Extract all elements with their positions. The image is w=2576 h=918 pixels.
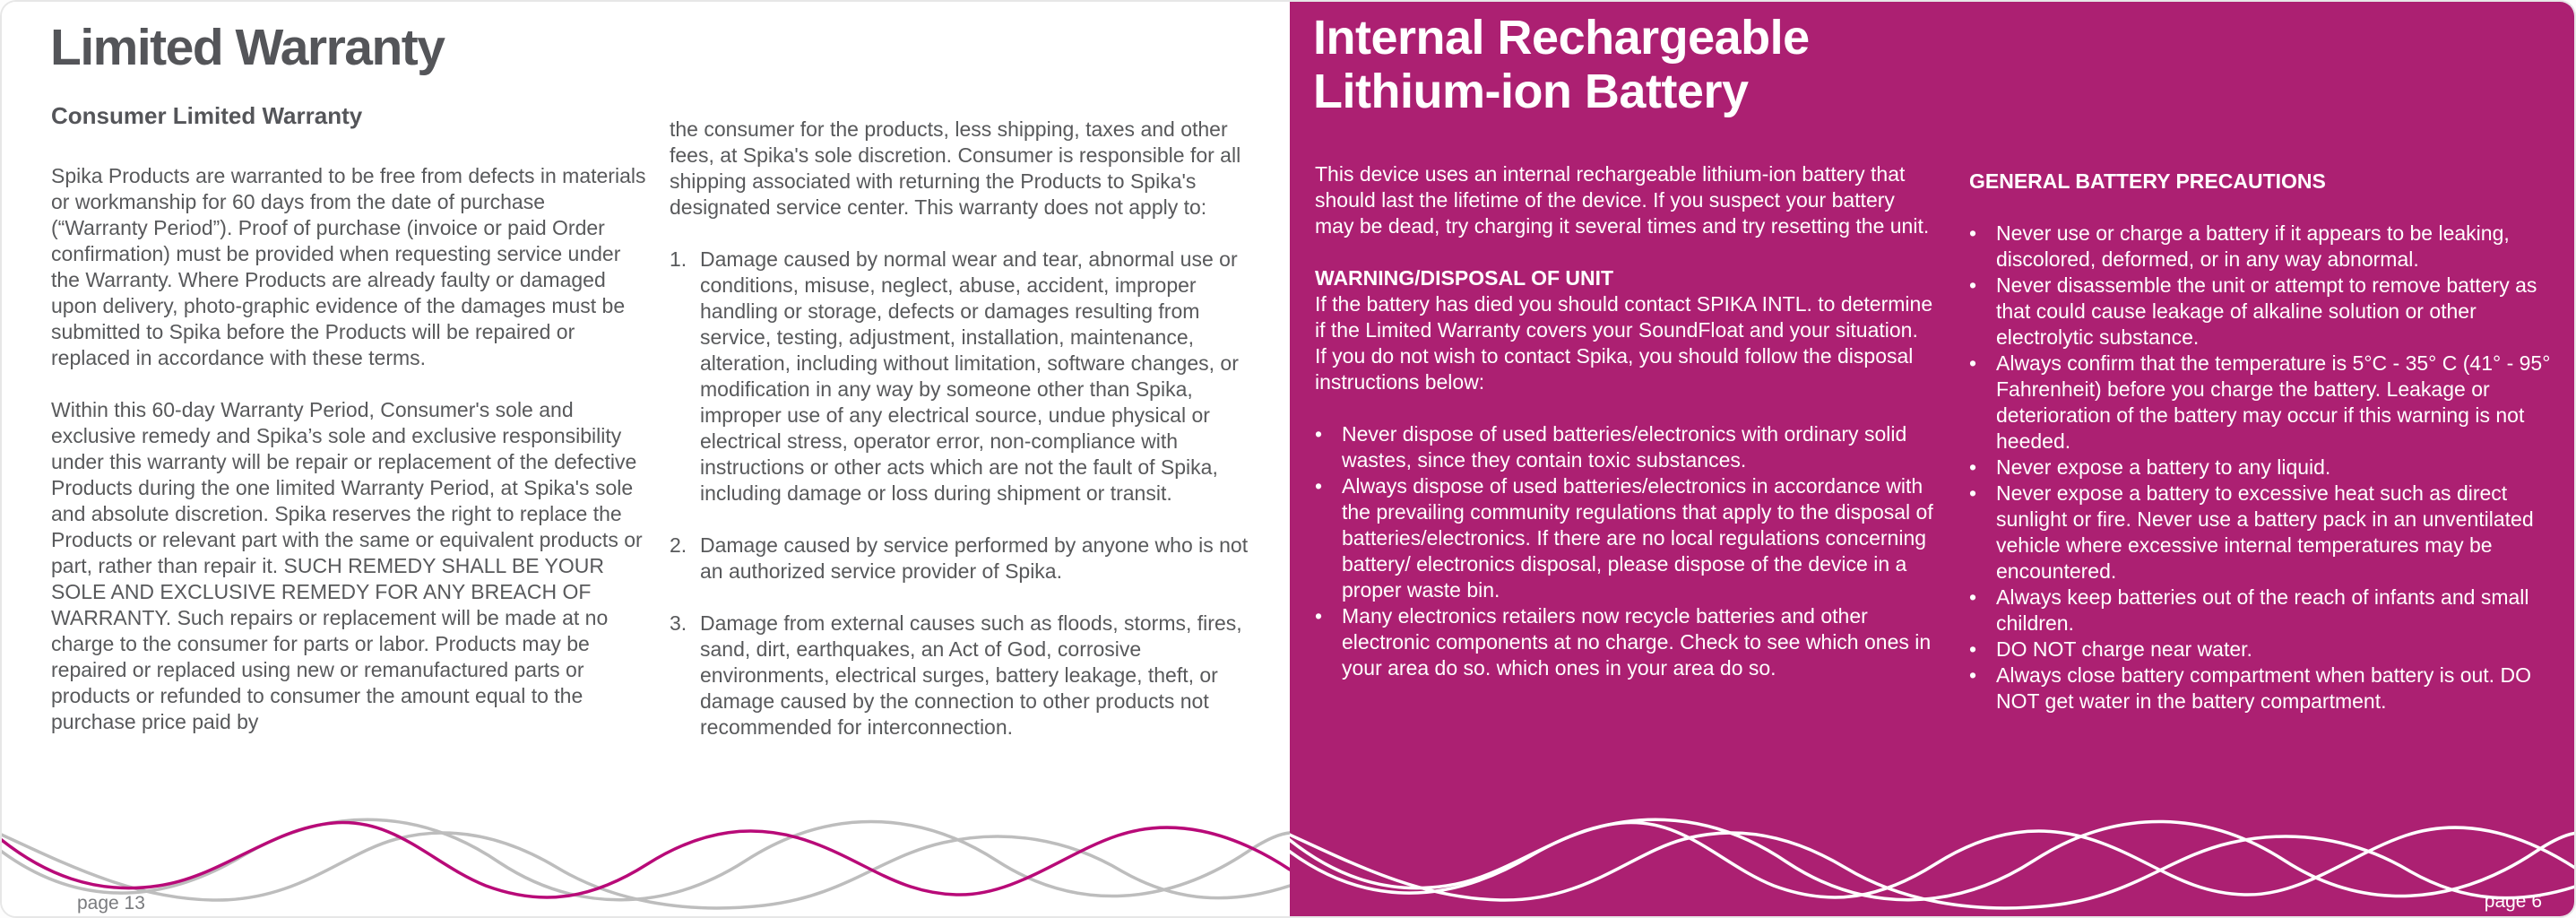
warranty-paragraph: Spika Products are warranted to be free from defects in materials or workmanship for 60 days from the date of purchase (“Warranty Period”). Proof of purchase (invoice or paid Order confirmation) must be provided when requesting service under the Warranty. Where Products are already faulty or damaged upon delivery, photo-graphic evidence of the damages must be submitted to Spika before the Products will be repaired or replaced in accordance with these terms.: [51, 164, 646, 369]
list-item: [670, 533, 1261, 585]
list-item: [1969, 273, 2556, 351]
list-item-text: Never disassemble the unit or attempt to remove battery as that could cause leakage of alkaline solution or other electrolytic substance.: [1996, 273, 2537, 349]
page-number-right: page 6: [2484, 891, 2542, 912]
list-item-text: Never expose a battery to excessive heat such as direct sunlight or fire. Never use a battery pack in an unventilated vehicle where excessive internal temperatures may be encountered.: [1996, 481, 2534, 583]
list-item: [670, 611, 1261, 740]
warranty-paragraph: the consumer for the products, less shipping, taxes and other fees, at Spika's sole discretion. Consumer is responsible for all shipping associated with returning the Products to Spika's designated service center. This warranty does not apply to:: [670, 117, 1241, 219]
battery-precautions-list: [1969, 221, 2556, 714]
list-item: [1315, 603, 1935, 681]
list-item-text: Always confirm that the temperature is 5°C - 35° C (41° - 95° Fahrenheit) before you charge the battery. Leakage or deterioration of the battery may occur if this warning is not heeded.: [1996, 351, 2551, 453]
list-item-text: Never expose a battery to any liquid.: [1996, 455, 2331, 479]
list-item: [670, 247, 1261, 507]
wave-decoration-left: [2, 800, 1290, 914]
list-item-text: Many electronics retailers now recycle batteries and other electronic components at no charge. Check to see which ones in your area do so. which ones in your area do so.: [1342, 604, 1932, 680]
warranty-page-title: Limited Warranty: [50, 19, 445, 76]
list-item: [1969, 663, 2556, 714]
battery-title-line2: Lithium-ion Battery: [1313, 65, 1749, 118]
disposal-instructions-list: [1315, 421, 1935, 681]
bullet-glyph: •: [1315, 604, 1323, 628]
battery-title-line1: Internal Rechargeable: [1313, 11, 1810, 65]
list-item-text: Always close battery compartment when battery is out. DO NOT get water in the battery compartment.: [1996, 663, 2531, 713]
list-item-number: 3.: [670, 611, 687, 635]
page-number-left: page 13: [77, 893, 145, 914]
battery-page: [1290, 2, 2576, 918]
list-item-text: Never dispose of used batteries/electronics with ordinary solid wastes, since they contain toxic substances.: [1342, 422, 1907, 472]
warranty-page: [2, 2, 1290, 918]
warranty-column-2: [670, 117, 1261, 740]
list-item-number: 2.: [670, 533, 687, 557]
bullet-glyph: •: [1315, 422, 1323, 446]
warning-disposal-text: If the battery has died you should contact SPIKA INTL. to determine if the Limited Warranty covers your SoundFloat and your situation. If you do not wish to contact Spika, you should follow the disposal instructions below:: [1315, 292, 1933, 394]
battery-column-1: [1315, 161, 1935, 681]
list-item-text: Damage caused by service performed by anyone who is not an authorized service provider of Spika.: [700, 533, 1249, 583]
list-item: [1969, 481, 2556, 585]
warning-disposal-heading: WARNING/DISPOSAL OF UNIT: [1315, 266, 1614, 290]
list-item: [1315, 421, 1935, 473]
list-item-text: Damage caused by normal wear and tear, abnormal use or conditions, misuse, neglect, abuse, accident, improper handling or storage, defects or damages resulting from service, testing, adjustment, installation, maintenance, alteration, including without limitation, software changes, or modification in any way by someone other than Spika, improper use of any electrical source, undue physical or electrical stress, operator error, non-compliance with instructions or other acts which are not the fault of Spika, including damage or loss during shipment or transit.: [700, 247, 1239, 505]
bullet-glyph: •: [1969, 663, 1977, 687]
list-item: [1969, 221, 2556, 273]
battery-precautions-heading: GENERAL BATTERY PRECAUTIONS: [1969, 169, 2326, 193]
list-item-text: Always keep batteries out of the reach of infants and small children.: [1996, 585, 2529, 635]
bullet-glyph: •: [1969, 455, 1977, 479]
bullet-glyph: •: [1315, 474, 1323, 498]
list-item-text: Never use or charge a battery if it appears to be leaking, discolored, deformed, or in any way abnormal.: [1996, 221, 2510, 271]
bullet-glyph: •: [1969, 481, 1977, 505]
bullet-glyph: •: [1969, 273, 1977, 297]
bullet-glyph: •: [1969, 221, 1977, 245]
warranty-page-subtitle: Consumer Limited Warranty: [51, 102, 363, 129]
list-item: [1969, 455, 2556, 481]
bullet-glyph: •: [1969, 351, 1977, 375]
list-item-text: DO NOT charge near water.: [1996, 637, 2252, 661]
wave-decoration-right: [1290, 800, 2576, 914]
warranty-exclusions-list: [670, 247, 1261, 740]
list-item-text: Damage from external causes such as floods, storms, fires, sand, dirt, earthquakes, an Act of God, corrosive environments, electrical surges, battery leakage, theft, or damage caused by the connection to other products not recommended for interconnection.: [700, 611, 1242, 739]
list-item-text: Always dispose of used batteries/electronics in accordance with the prevailing community regulations that apply to the disposal of batteries/electronics. If there are no local regulations concerning battery/ electronics disposal, please dispose of the device in a proper waste bin.: [1342, 474, 1933, 602]
list-item: [1969, 351, 2556, 455]
warranty-paragraph: Within this 60-day Warranty Period, Consumer's sole and exclusive remedy and Spika’s sole and exclusive responsibility under this warranty will be repair or replacement of the defective Products during the one limited Warranty Period, at Spika's sole and absolute discretion. Spika reserves the right to replace the Products or relevant part with the same or equivalent products or part, rather than repair it. SUCH REMEDY SHALL BE YOUR SOLE AND EXCLUSIVE REMEDY FOR ANY BREACH OF WARRANTY. Such repairs or replacement will be made at no charge to the consumer for parts or labor. Products may be repaired or replaced using new or remanufactured parts or products or refunded to consumer the amount equal to the purchase price paid by: [51, 398, 643, 733]
list-item: [1969, 637, 2556, 663]
bullet-glyph: •: [1969, 585, 1977, 609]
list-item: [1315, 473, 1935, 603]
battery-page-title: [1313, 11, 1810, 118]
battery-column-2: [1969, 169, 2556, 714]
warranty-column-1: [51, 163, 647, 761]
list-item-number: 1.: [670, 247, 687, 271]
battery-intro: This device uses an internal rechargeable lithium-ion battery that should last the lifetime of the device. If you suspect your battery may be dead, try charging it several times and try resetting the unit.: [1315, 162, 1930, 238]
bullet-glyph: •: [1969, 637, 1977, 661]
list-item: [1969, 585, 2556, 637]
